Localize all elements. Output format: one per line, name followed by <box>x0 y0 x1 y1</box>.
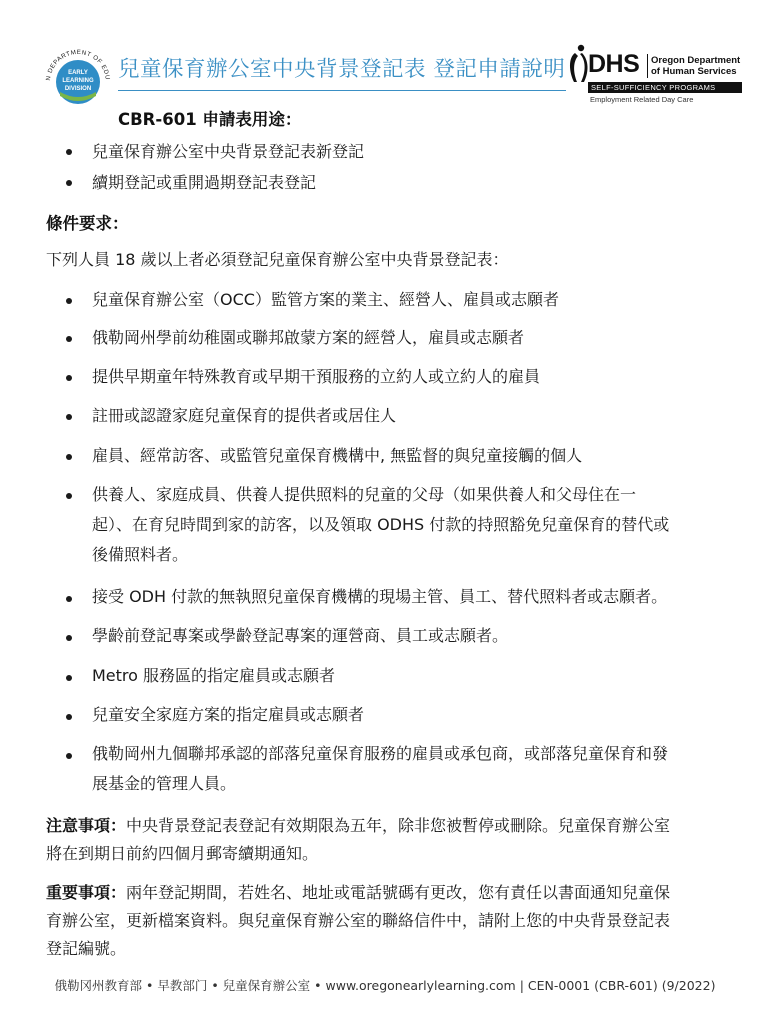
requirement-item-line: 展基金的管理人員。 <box>92 774 237 793</box>
bullet-dot-icon <box>66 454 72 460</box>
bullet-dot-icon <box>66 753 72 759</box>
requirements-intro: 下列人員 18 歲以上者必須登記兒童保育辦公室中央背景登記表： <box>46 250 509 269</box>
requirement-item: 雇員、經常訪客、或監管兒童保育機構中, 無監督的與兒童接觸的個人 <box>92 446 583 465</box>
oregon-education-logo <box>40 44 116 120</box>
requirement-item: 提供早期童年特殊教育或早期干預服務的立約人或立約人的雇員 <box>92 367 541 386</box>
requirement-item: Metro 服務區的指定雇員或志願者 <box>92 666 336 685</box>
bullet-dot-icon <box>66 493 72 499</box>
purpose-item: 續期登記或重開過期登記表登記 <box>92 173 317 192</box>
dhs-program-subtext: Employment Related Day Care <box>590 95 694 104</box>
bullet-dot-icon <box>66 336 72 342</box>
bullet-dot-icon <box>66 375 72 381</box>
logo-ring-text: N DEPARTMENT OF EDU <box>44 48 112 82</box>
page-footer: 俄勒冈州教育部 • 早教部门 • 兒童保育辦公室 • www.oregonearlylearning.com | CEN-0001 (CBR-601) (9/2022) <box>54 978 716 993</box>
bullet-dot-icon <box>66 414 72 420</box>
important-paragraph <box>46 879 736 963</box>
important-label: 重要事項： <box>46 883 127 902</box>
logo-line-learning: LEARNING <box>62 78 94 84</box>
oregon-education-seal-icon <box>40 44 116 120</box>
bullet-dot-icon <box>66 149 72 155</box>
bullet-dot-icon <box>66 714 72 720</box>
notice-text-line: 將在到期日前約四個月郵寄續期通知。 <box>46 844 319 863</box>
dhs-org-name <box>651 55 740 77</box>
important-text-line: 育辦公室，更新檔案資料。與兒童保育辦公室的聯絡信件中，請附上您的中央背景登記表 <box>46 911 671 930</box>
header-divider <box>118 90 566 91</box>
important-text-line: 登記編號。 <box>46 939 127 958</box>
requirement-item <box>92 482 732 568</box>
requirement-item: 註冊或認證家庭兒童保育的提供者或居住人 <box>92 406 397 425</box>
bullet-dot-icon <box>66 298 72 304</box>
notice-paragraph <box>46 812 736 868</box>
requirement-item: 俄勒岡州學前幼稚園或聯邦啟蒙方案的經營人，雇員或志願者 <box>92 328 525 347</box>
notice-label: 注意事項： <box>46 816 127 835</box>
dhs-org-line1: Oregon Department <box>651 55 741 66</box>
requirement-item: 學齡前登記專案或學齡登記專案的運營商、員工或志願者。 <box>92 626 509 645</box>
dhs-org-line2: of Human Services <box>651 66 737 77</box>
bullet-dot-icon <box>66 675 72 681</box>
bullet-dot-icon <box>66 635 72 641</box>
requirements-heading: 條件要求： <box>46 214 129 233</box>
bullet-dot-icon <box>66 180 72 186</box>
requirement-item: 兒童保育辦公室（OCC）監管方案的業主、經營人、雇員或志願者 <box>92 290 559 309</box>
requirement-item: 兒童安全家庭方案的指定雇員或志願者 <box>92 705 365 724</box>
requirement-item <box>92 741 732 797</box>
logo-line-early: EARLY <box>68 70 88 76</box>
dhs-figure-icon <box>566 44 590 84</box>
notice-text-line: 中央背景登記表登記有效期限為五年，除非您被暫停或刪除。兒童保育辦公室 <box>126 816 671 835</box>
purpose-heading: CBR-601 申請表用途： <box>118 110 302 129</box>
requirement-item-line: 俄勒岡州九個聯邦承認的部落兒童保育服務的雇員或承包商，或部落兒童保育和發 <box>92 744 669 763</box>
requirement-item-line: 後備照料者。 <box>92 545 189 564</box>
dhs-logo <box>566 44 742 106</box>
requirement-item-line: 供養人、家庭成員、供養人提供照料的兒童的父母（如果供養人和父母住在一 <box>92 485 637 504</box>
requirement-item-line: 起）、在育兒時間到家的訪客，以及領取 ODHS 付款的持照豁免兒童保育的替代或 <box>92 515 670 534</box>
important-text-line: 兩年登記期間，若姓名、地址或電話號碼有更改，您有責任以書面通知兒童保 <box>126 883 671 902</box>
dhs-wordmark: DHS <box>588 50 640 78</box>
requirement-item: 接受 ODH 付款的無執照兒童保育機構的現場主管、員工、替代照料者或志願者。 <box>92 587 668 606</box>
purpose-item: 兒童保育辦公室中央背景登記表新登記 <box>92 142 365 161</box>
page-title: 兒童保育辦公室中央背景登記表 登記申請說明 <box>118 57 566 82</box>
bullet-dot-icon <box>66 596 72 602</box>
logo-line-division: DIVISION <box>64 86 92 92</box>
dhs-separator <box>647 54 648 78</box>
dhs-program-bar: SELF-SUFFICIENCY PROGRAMS <box>588 82 742 93</box>
